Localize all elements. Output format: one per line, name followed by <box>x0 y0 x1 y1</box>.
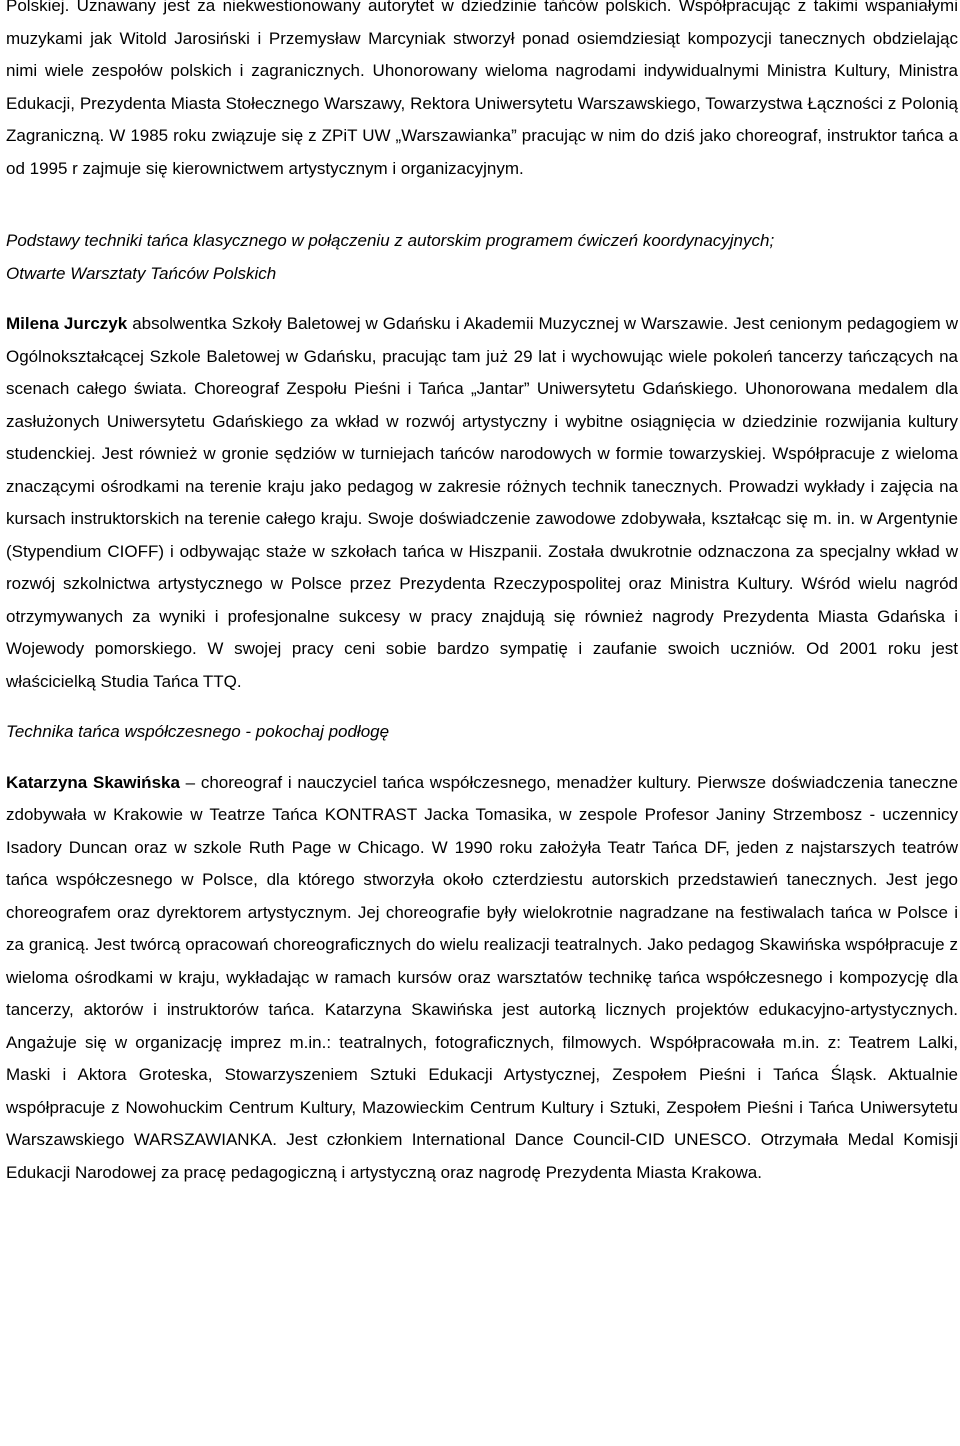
instructor-bio-text: absolwentka Szkoły Baletowej w Gdańsku i Akademii Muzycznej w Warszawie. Jest cenionym pedagogiem w Ogólnokształcącej Szkole Baletowej w Gdańsku, pracując tam już 29 lat i wychowując wiele pokoleń tancerzy tańczących na scenach całego świata. Choreograf Zespołu Pieśni i Tańca „Jantar” Uniwersytetu Gdańskiego. Uhonorowana medalem dla zasłużonych Uniwersytetu Gdańskiego za wkład w rozwój artystyczny i wybitne osiągnięcia w dziedzinie rozwijania kultury studenckiej. Jest również w gronie sędziów w turniejach tańców narodowych w formie towarzyskiej. Współpracuje z wieloma znaczącymi ośrodkami na terenie kraju jako pedagog w zakresie różnych technik tanecznych. Prowadzi wykłady i zajęcia na kursach instruktorskich na terenie całego kraju. Swoje doświadczenie zawodowe zdobywała, kształcąc się m. in. w Argentynie (Stypendium CIOFF) i odbywając staże w szkołach tańca w Hiszpanii. Została dwukrotnie odznaczona za specjalny wkład w rozwój szkolnictwa artystycznego w Polsce przez Prezydenta Rzeczypospolitej oraz Ministra Kultury. Wśród wielu nagród otrzymywanych za wyniki i profesjonalne sukcesy w pracy znajdują się również nagrody Prezydenta Miasta Gdańska i Wojewody pomorskiego. W swojej pracy ceni sobie bardzo sympatię i zaufanie swoich uczniów. Od 2001 roku jest właścicielką Studia Tańca TTQ. <box>6 314 958 691</box>
workshop-heading-line: Podstawy techniki tańca klasycznego w połączeniu z autorskim programem ćwiczeń koordynacyjnych; <box>6 231 775 250</box>
section-spacer <box>6 290 958 308</box>
workshop-heading-line: Otwarte Warsztaty Tańców Polskich <box>6 263 277 283</box>
section-spacer <box>6 698 958 716</box>
workshop-heading-contemporary: Technika tańca współczesnego - pokochaj podłogę <box>6 722 390 741</box>
instructor-name: Milena Jurczyk <box>6 314 128 333</box>
workshop-heading-classical <box>6 225 958 290</box>
instructor-name: Katarzyna Skawińska <box>6 772 180 792</box>
document-page <box>6 0 958 1189</box>
section-spacer <box>6 185 958 225</box>
section-spacer <box>6 749 958 767</box>
instructor-bio-skawinska <box>6 767 958 1190</box>
instructor-bio-jurczyk <box>6 308 958 698</box>
instructor-bio-text: – choreograf i nauczyciel tańca współczesnego, menadżer kultury. Pierwsze doświadczenia taneczne zdobywała w Krakowie w Teatrze Tańca KONTRAST Jacka Tomasika, w zespole Profesor Janiny Strzembosz - uczennicy Isadory Duncan oraz w szkole Ruth Page w Chicago. W 1990 roku założyła Teatr Tańca DF, jeden z najstarszych teatrów tańca współczesnego w Polsce, dla którego stworzyła około czterdziestu autorskich przedstawień tanecznych. Jest jego choreografem oraz dyrektorem artystycznym. Jej choreografie były wielokrotnie nagradzane na festiwalach tańca w Polsce i za granicą. Jest twórcą opracowań choreograficznych do wielu realizacji teatralnych. Jako pedagog Skawińska współpracuje z wieloma ośrodkami w kraju, wykładając w ramach kursów oraz warsztatów technikę tańca współczesnego i kompozycję dla tancerzy, aktorów i instruktorów tańca. Katarzyna Skawińska jest autorką licznych projektów edukacyjno-artystycznych. Angażuje się w organizację imprez m.in.: teatralnych, fotograficznych, filmowych. Współpracowała m.in. z: Teatrem Lalki, Maski i Aktora Groteska, Stowarzyszeniem Sztuki Edukacji Artystycznej, Zespołem Pieśni i Tańca Śląsk. Aktualnie współpracuje z Nowohuckim Centrum Kultury, Mazowieckim Centrum Kultury i Sztuki, Zespołem Pieśni i Tańca Uniwersytetu Warszawskiego WARSZAWIANKA. Jest członkiem International Dance Council-CID UNESCO. Otrzymała Medal Komisji Edukacji Narodowej za pracę pedagogiczną i artystyczną oraz nagrodę Prezydenta Miasta Krakowa. <box>6 772 958 1182</box>
intro-paragraph: Polskiej. Uznawany jest za niekwestionowany autorytet w dziedzinie tańców polskich. Współpracując z takimi wspaniałymi muzykami jak Witold Jarosiński i Przemysław Marcyniak stworzył ponad osiemdziesiąt kompozycji tanecznych obdzielając nimi wiele zespołów polskich i zagranicznych. Uhonorowany wieloma nagrodami indywidualnymi Ministra Kultury, Ministra Edukacji, Prezydenta Miasta Stołecznego Warszawy, Rektora Uniwersytetu Warszawskiego, Towarzystwa Łączności z Polonią Zagraniczną. W 1985 roku związuje się z ZPiT UW „Warszawianka” pracując w nim do dziś jako choreograf, instruktor tańca a od 1995 r zajmuje się kierownictwem artystycznym i organizacyjnym. <box>6 0 958 178</box>
